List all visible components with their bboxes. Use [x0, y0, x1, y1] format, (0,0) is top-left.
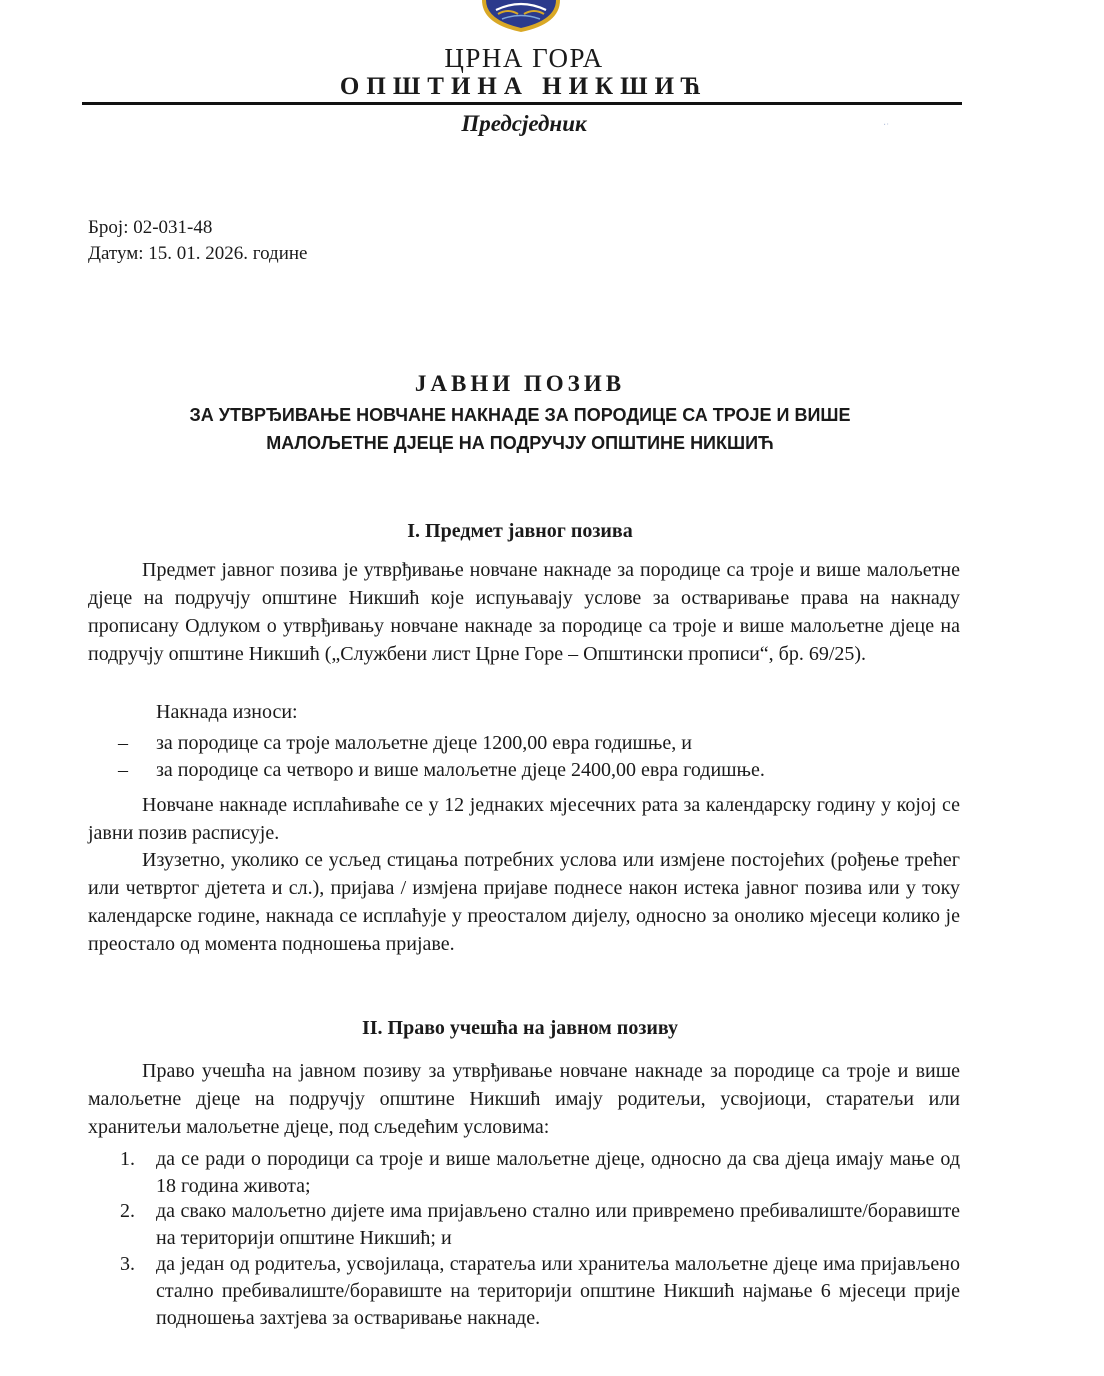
- document-subtitle-line-1: ЗА УТВРЂИВАЊЕ НОВЧАНЕ НАКНАДЕ ЗА ПОРОДИЦЕ СА ТРОЈЕ И ВИШЕ: [189, 405, 851, 425]
- scan-speck: ·ᐧ: [883, 120, 889, 131]
- montenegro-coat-of-arms-icon: [478, 0, 564, 32]
- letterhead-country: ЦРНА ГОРА: [444, 43, 604, 73]
- section-1-paragraph-3: Изузетно, уколико се усљед стицања потребних услова или измјене постојећих (рођење трећег или четвртог дјетета и сл.), пријава / измјена пријаве поднесе након истека јавног позива или у току календарске године, накнада се исплаћује у преосталом дијелу, односно за онолико мјесеци колико је преостало од момента подношења пријаве.: [88, 849, 960, 955]
- document-subtitle-line-2: МАЛОЉЕТНЕ ДЈЕЦЕ НА ПОДРУЧЈУ ОПШТИНЕ НИКШИЋ: [266, 433, 774, 453]
- number-marker: 2.: [120, 1200, 135, 1222]
- section-1-paragraph-1: Предмет јавног позива је утврђивање новчане накнаде за породице са троје и више малољетне дјеце на подручју општине Никшић које испуњавају услове за остваривање права на накнаду прописану Одлуком о утврђивању новчане накнаде за породице са троје и више малољетне дјеце на подручју општине Никшић („Службени лист Црне Горе – Општински прописи“, бр. 69/25).: [88, 559, 960, 665]
- document-title: ЈАВНИ ПОЗИВ: [414, 371, 626, 396]
- dash-marker: –: [118, 732, 128, 754]
- list-item-text: за породице са троје малољетне дјеце 1200,00 евра годишње, и: [156, 732, 692, 754]
- document-date: Датум: 15. 01. 2026. године: [88, 243, 308, 264]
- letterhead-office: Предсједник: [461, 111, 587, 136]
- letterhead-divider: [82, 102, 962, 105]
- amount-intro: Накнада износи:: [156, 701, 298, 723]
- section-1-heading: I. Предмет јавног позива: [407, 520, 633, 542]
- list-item-text: за породице са четворо и више малољетне дјеце 2400,00 евра годишње.: [156, 759, 765, 781]
- letterhead-municipality: ОПШТИНА НИКШИЋ: [339, 73, 709, 100]
- dash-marker: –: [118, 759, 128, 781]
- number-marker: 1.: [120, 1148, 135, 1170]
- list-item-text: да један од родитеља, усвојилаца, старатеља или хранитеља малољетне дјеце има пријављено стално пребивалиште/боравиште на територији општине Никшић најмање 6 мјесеци прије подношења захтјева за остваривање накнаде.: [156, 1253, 960, 1329]
- list-item-text: да се ради о породици са троје и више малољетне дјеце, односно да сва дјеца имају мање од 18 година живота;: [156, 1148, 960, 1197]
- list-item-text: да свако малољетно дијете има пријављено стално или привремено пребивалиште/боравиште на територији општине Никшић; и: [156, 1200, 960, 1249]
- section-2-heading: II. Право учешћа на јавном позиву: [361, 1017, 679, 1039]
- section-2-paragraph-1: Право учешћа на јавном позиву за утврђивање новчане накнаде за породице са троје и више малољетне дјеце на подручју општине Никшић имају родитељи, усвојиоци, старатељи или хранитељи малољетне дјеце, под сљедећим условима:: [88, 1060, 960, 1138]
- document-number: Број: 02-031-48: [88, 217, 213, 238]
- section-1-paragraph-2: Новчане накнаде исплаћиваће се у 12 једнаких мјесечних рата за календарску годину у којој се јавни позив расписује.: [88, 794, 960, 844]
- number-marker: 3.: [120, 1253, 135, 1275]
